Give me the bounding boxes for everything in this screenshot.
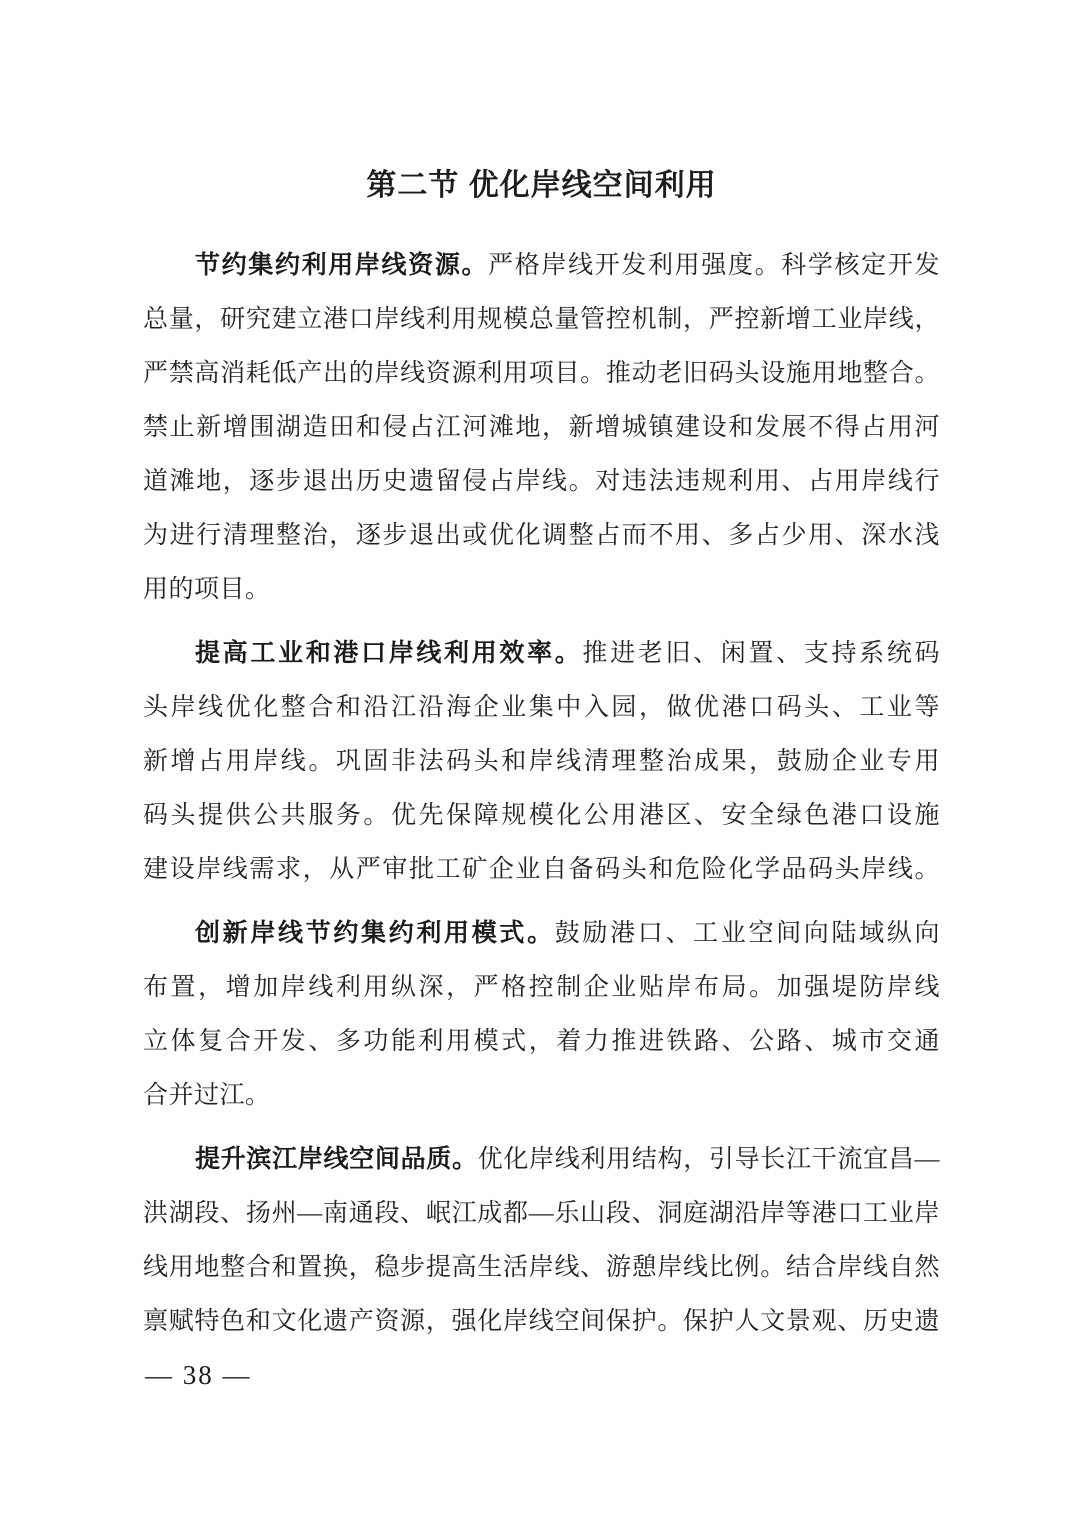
section-title: 第二节 优化岸线空间利用 [366, 169, 717, 202]
page-number: — 38 — [145, 1360, 252, 1390]
paragraph-text: 优化岸线利用结构，引导长江干流宜昌— [477, 1146, 940, 1173]
paragraph-line: 立体复合开发、多功能利用模式，着力推进铁路、公路、城市交通 [143, 1028, 940, 1055]
document-body [143, 239, 940, 1349]
paragraph-line: 建设岸线需求，从严审批工矿企业自备码头和危险化学品码头岸线。 [143, 856, 940, 883]
paragraph-1 [143, 239, 940, 617]
paragraph-line: 合并过江。 [143, 1082, 271, 1109]
paragraph-line: 总量，研究建立港口岸线利用规模总量管控机制，严控新增工业岸线， [143, 306, 940, 333]
paragraph-line: 新增占用岸线。巩固非法码头和岸线清理整治成果，鼓励企业专用 [143, 748, 940, 775]
paragraph-line [143, 627, 940, 681]
paragraph-line [143, 239, 940, 293]
paragraph-line: 码头提供公共服务。优先保障规模化公用港区、安全绿色港口设施 [143, 802, 940, 829]
paragraph-line: 头岸线优化整合和沿江沿海企业集中入园，做优港口码头、工业等 [143, 694, 940, 721]
paragraph-line: 禀赋特色和文化遗产资源，强化岸线空间保护。保护人文景观、历史遗 [143, 1308, 940, 1335]
paragraph-4 [143, 1133, 940, 1349]
paragraph-line: 严禁高消耗低产出的岸线资源利用项目。推动老旧码头设施用地整合。 [143, 360, 940, 387]
paragraph-line: 道滩地，逐步退出历史遗留侵占岸线。对违法违规利用、占用岸线行 [143, 468, 940, 495]
paragraph-line: 禁止新增围湖造田和侵占江河滩地，新增城镇建设和发展不得占用河 [143, 414, 940, 441]
paragraph-line [143, 1133, 940, 1187]
paragraph-lead: 提高工业和港口岸线利用效率。 [195, 640, 583, 667]
paragraph-line: 洪湖段、扬州—南通段、岷江成都—乐山段、洞庭湖沿岸等港口工业岸 [143, 1200, 940, 1227]
paragraph-text: 严格岸线开发利用强度。科学核定开发 [488, 252, 940, 279]
paragraph-lead: 节约集约利用岸线资源。 [195, 252, 489, 279]
paragraph-line: 布置，增加岸线利用纵深，严格控制企业贴岸布局。加强堤防岸线 [143, 974, 940, 1001]
paragraph-line: 为进行清理整治，逐步退出或优化调整占而不用、多占少用、深水浅 [143, 522, 940, 549]
paragraph-line [143, 907, 940, 961]
paragraph-3 [143, 907, 940, 1123]
paragraph-text: 推进老旧、闲置、支持系统码 [582, 640, 940, 667]
paragraph-lead: 提升滨江岸线空间品质。 [195, 1146, 478, 1173]
paragraph-lead: 创新岸线节约集约利用模式。 [195, 920, 555, 947]
paragraph-line: 线用地整合和置换，稳步提高生活岸线、游憩岸线比例。结合岸线自然 [143, 1254, 940, 1281]
paragraph-2 [143, 627, 940, 897]
paragraph-text: 鼓励港口、工业空间向陆域纵向 [554, 920, 940, 947]
paragraph-line: 用的项目。 [143, 576, 271, 603]
